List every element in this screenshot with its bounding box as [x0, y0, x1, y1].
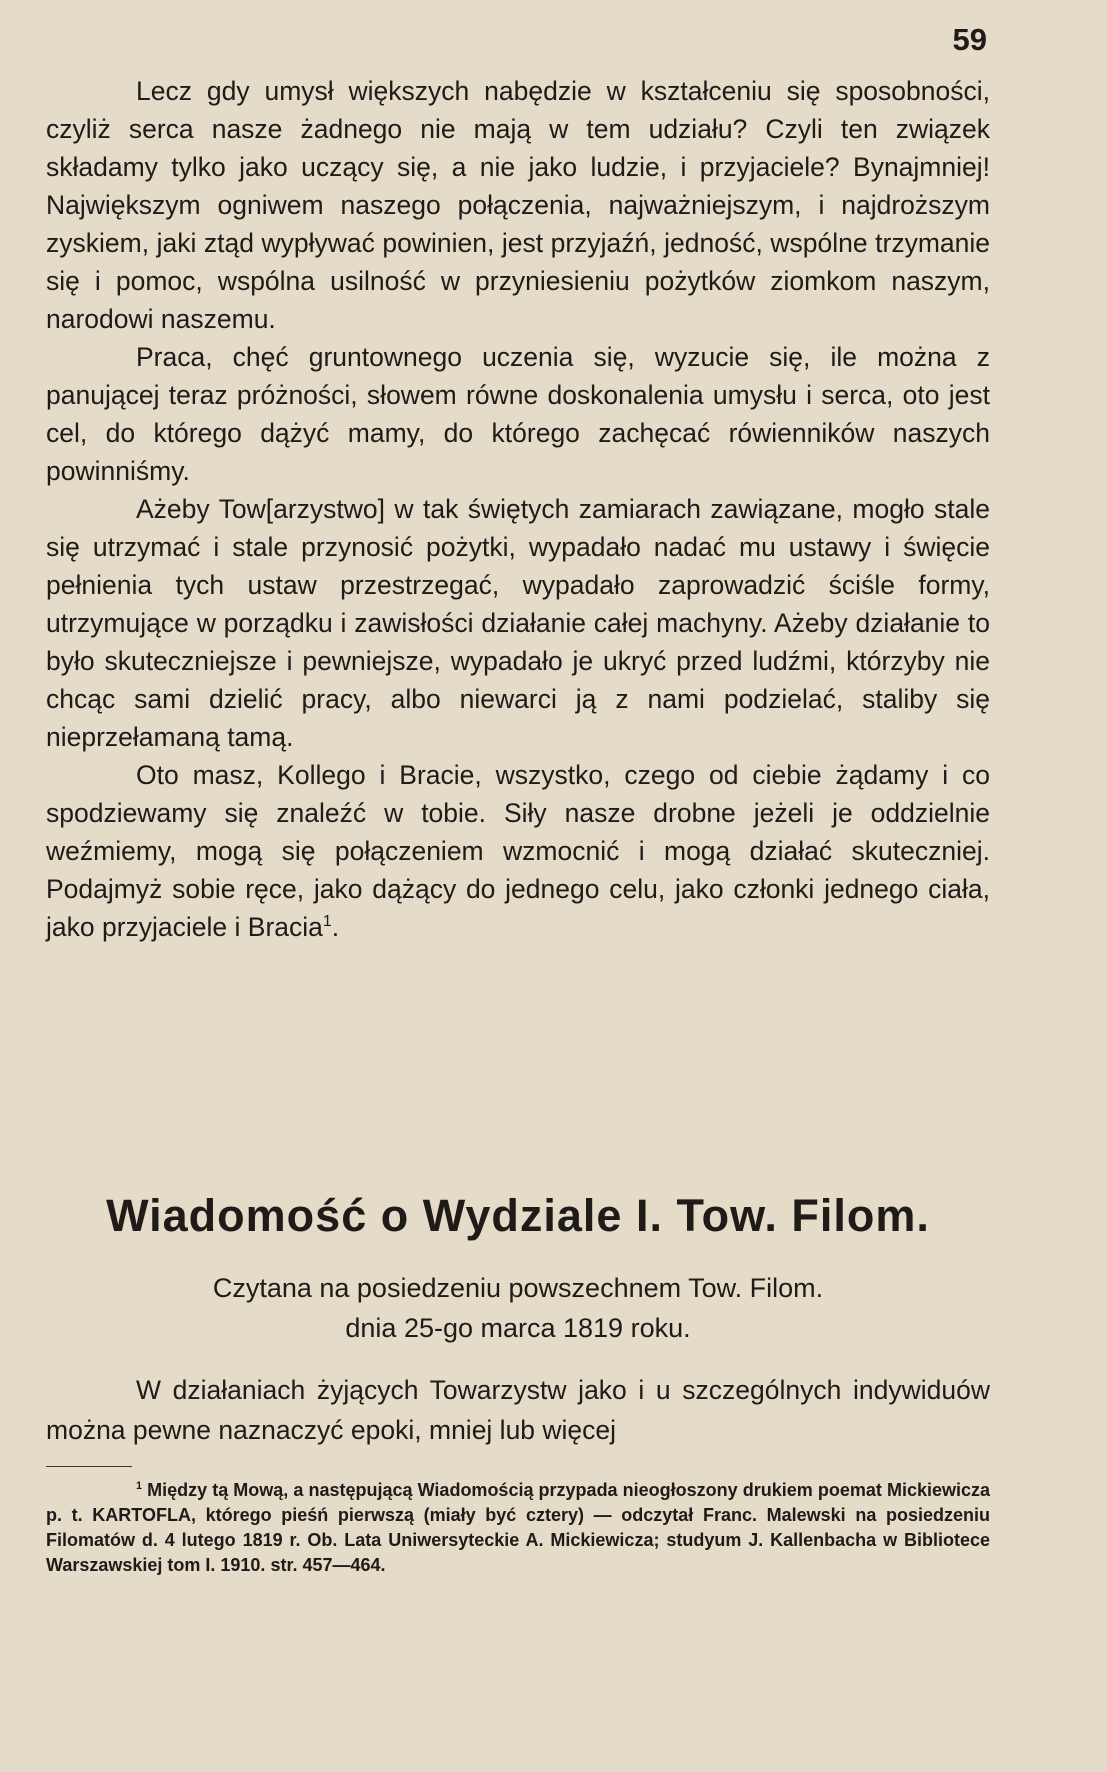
- page-number: 59: [952, 22, 987, 57]
- footnote-body: Między tą Mową, a następującą Wiadomością przypada nieogłoszony drukiem poemat Mickiewicza p. t. KARTOFLA, którego pieśń pierwszą (miały być cztery) — odczytał Franc. Malewski na posiedzeniu Filomatów d. 4 lutego 1819 r. Ob. Lata Uniwersyteckie A. Mickiewicza; studyum J. Kallenbacha w Bibliotece Warszawskiej tom I. 1910. str. 457—464.: [46, 1480, 990, 1575]
- paragraph: Praca, chęć gruntownego uczenia się, wyzucie się, ile można z panującej teraz próżności, słowem równe doskonalenia umysłu i serca, oto jest cel, do którego dążyć mamy, do którego zachęcać rówienników naszych powinniśmy.: [46, 342, 990, 486]
- section-body: [46, 1370, 990, 1450]
- footnote-text: [46, 1478, 990, 1578]
- footnote-reference: 1: [322, 913, 332, 931]
- body-text: [46, 72, 990, 946]
- subheading-line: dnia 25-go marca 1819 roku.: [345, 1313, 691, 1343]
- footnote-divider: [46, 1466, 132, 1467]
- paragraph-text: Oto masz, Kollego i Bracie, wszystko, czego od ciebie żądamy i co spodziewamy się znaleźć w tobie. Siły nasze drobne jeżeli je oddzielnie weźmiemy, mogą się połączeniem wzmocnić i mogą działać skuteczniej. Podajmyż sobie ręce, jako dążący do jednego celu, jako członki jednego ciała, jako przyjaciele i Bracia: [46, 760, 990, 942]
- paragraph-end: .: [331, 912, 340, 942]
- paragraph: [46, 756, 990, 946]
- footnote: [46, 1478, 990, 1578]
- paragraph: Ażeby Tow[arzystwo] w tak świętych zamiarach zawiązane, mogło stale się utrzymać i stale przynosić pożytki, wypadało nadać mu ustawy i święcie pełnienia tych ustaw przestrzegać, wypadało zaprowadzić ściśle formy, utrzymujące w porządku i zawisłości działanie całej machyny. Ażeby działanie to było skuteczniejsze i pewniejsze, wypadało je ukryć przed ludźmi, którzyby nie chcąc sami dzielić pracy, albo niewarci ją z nami podzielać, staliby się nieprzełamaną tamą.: [46, 494, 990, 752]
- section-subheading: [46, 1268, 990, 1348]
- subheading-line: Czytana na posiedzeniu powszechnem Tow. Filom.: [212, 1273, 824, 1303]
- paragraph: Lecz gdy umysł większych nabędzie w kształceniu się sposobności, czyliż serca nasze żadnego nie mają w tem udziału? Czyli ten związek składamy tylko jako uczący się, a nie jako ludzie, i przyjaciele? Bynajmniej! Największym ogniwem naszego połączenia, najważniejszym, i najdroższym zyskiem, jaki ztąd wypływać powinien, jest przyjaźń, jedność, wspólne trzymanie się i pomoc, wspólna usilność w przyniesieniu pożytków ziomkom naszym, narodowi naszemu.: [46, 76, 990, 334]
- footnote-marker: 1: [136, 1480, 143, 1492]
- paragraph: W działaniach żyjących Towarzystw jako i u szczególnych indywiduów można pewne naznaczyć epoki, mniej lub więcej: [46, 1375, 990, 1445]
- section-heading: Wiadomość o Wydziale I. Tow. Filom.: [106, 1190, 930, 1241]
